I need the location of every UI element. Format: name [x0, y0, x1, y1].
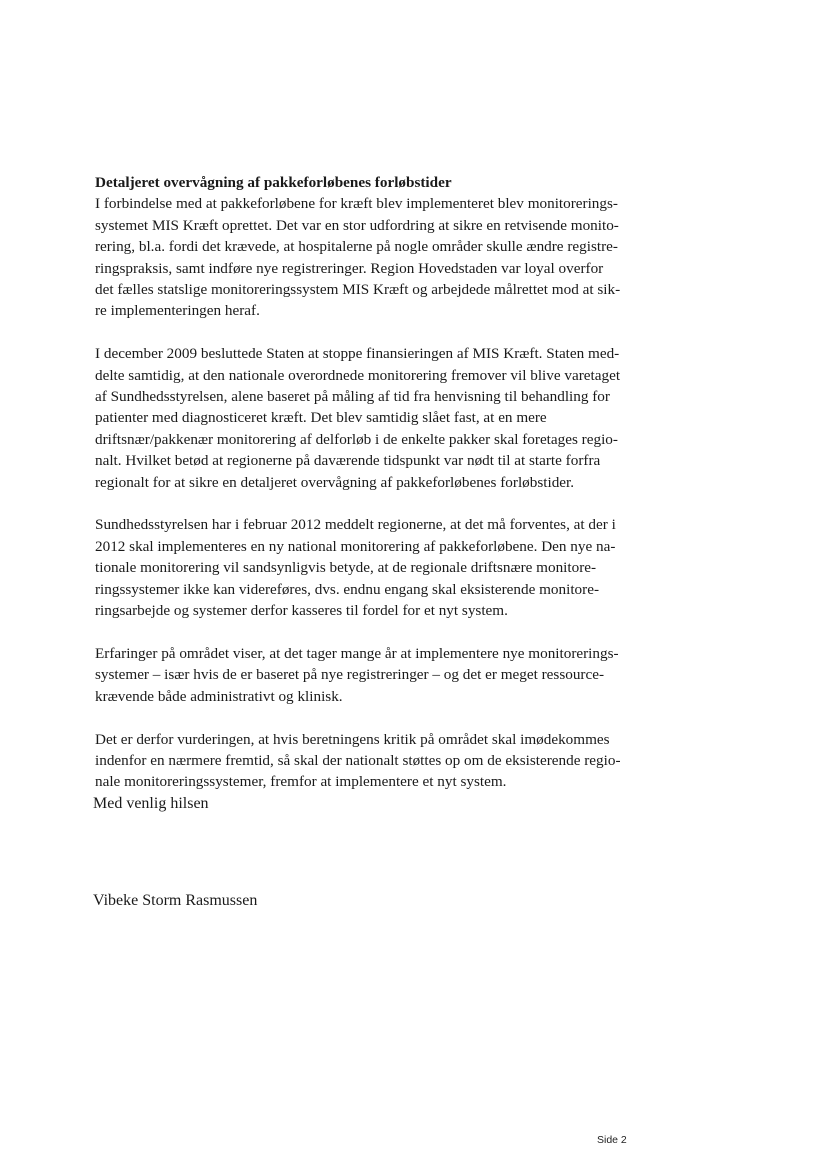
paragraph-3 — [95, 514, 647, 621]
paragraph-line: nalt. Hvilket betød at regionerne på daværende tidspunkt var nødt til at starte forfra — [95, 452, 601, 470]
paragraph-line: af Sundhedsstyrelsen, alene baseret på måling af tid fra henvisning til behandling for — [95, 388, 610, 406]
paragraph-4 — [95, 643, 647, 707]
paragraph-line: regionalt for at sikre en detaljeret overvågning af pakkeforløbenes forløbstider. — [95, 473, 575, 491]
letter-body — [95, 172, 647, 814]
paragraph-line: ringspraksis, samt indføre nye registreringer. Region Hovedstaden var loyal overfor — [95, 259, 604, 277]
paragraph-5 — [95, 729, 647, 793]
paragraph-line: Sundhedsstyrelsen har i februar 2012 meddelt regionerne, at det må forventes, at der i — [95, 516, 616, 534]
paragraph-line: ringsarbejde og systemer derfor kasseres til fordel for et nyt system. — [95, 602, 508, 620]
paragraph-line: Erfaringer på området viser, at det tager mange år at implementere nye monitorerings- — [95, 644, 619, 662]
paragraph-line: driftsnær/pakkenær monitorering af delforløb i de enkelte pakker skal foretages regio- — [95, 430, 618, 448]
signature-name: Vibeke Storm Rasmussen — [93, 892, 258, 909]
paragraph-line: ringssystemer ikke kan videreføres, dvs. endnu engang skal eksisterende monitore- — [95, 580, 599, 598]
paragraph-line: I forbindelse med at pakkeforløbene for kræft blev implementeret blev monitorerings- — [95, 195, 618, 213]
paragraph-line: re implementeringen heraf. — [95, 302, 260, 320]
paragraph-line: patienter med diagnosticeret kræft. Det blev samtidig slået fast, at en mere — [95, 409, 547, 427]
paragraph-line: delte samtidig, at den nationale overordnede monitorering fremover vil blive varetaget — [95, 366, 621, 384]
page-number: Side 2 — [597, 1134, 627, 1146]
paragraph-line: det fælles statslige monitoreringssystem MIS Kræft og arbejdede målrettet mod at sik- — [95, 281, 621, 299]
paragraph-line: indenfor en nærmere fremtid, så skal der nationalt støttes op om de eksisterende regio- — [95, 751, 621, 769]
paragraph-line: krævende både administrativt og klinisk. — [95, 687, 343, 705]
paragraph-line: systemet MIS Kræft oprettet. Det var en stor udfordring at sikre en retvisende monito- — [95, 216, 619, 234]
paragraph-line: I december 2009 besluttede Staten at stoppe finansieringen af MIS Kræft. Staten med- — [95, 345, 620, 363]
paragraph-1 — [95, 193, 647, 321]
closing-salutation: Med venlig hilsen — [93, 795, 209, 812]
paragraph-2 — [95, 343, 647, 493]
paragraph-line: systemer – især hvis de er baseret på nye registreringer – og det er meget ressource- — [95, 666, 605, 684]
paragraph-line: nale monitoreringssystemer, fremfor at implementere et nyt system. — [95, 773, 507, 791]
paragraph-line: Det er derfor vurderingen, at hvis beretningens kritik på området skal imødekommes — [95, 730, 610, 748]
paragraph-line: rering, bl.a. fordi det krævede, at hospitalerne på nogle områder skulle ændre registre- — [95, 238, 618, 256]
section-heading: Detaljeret overvågning af pakkeforløbenes forløbstider — [95, 174, 452, 191]
paragraph-line: tionale monitorering vil sandsynligvis betyde, at de regionale driftsnære monitore- — [95, 559, 597, 577]
paragraph-line: 2012 skal implementeres en ny national monitorering af pakkeforløbene. Den nye na- — [95, 537, 616, 555]
